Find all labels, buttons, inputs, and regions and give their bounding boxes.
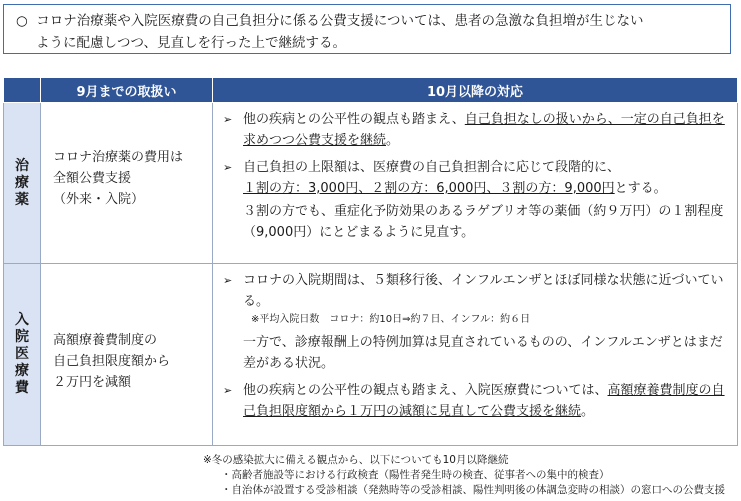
before-line: 自己負担限度額から xyxy=(53,354,171,369)
before-line: （外来・入院） xyxy=(53,192,145,207)
note: ※平均入院日数 コロナ：約10日⇒約７日、インフル：約６日 xyxy=(251,314,531,325)
underlined-text: 高額療養費制度の自己負担限度額から１万円の減額に見直して公費支援を継続 xyxy=(243,383,725,419)
before-line: ２万円を減額 xyxy=(53,375,132,390)
arrow-bullet-icon: ➢ xyxy=(223,161,233,174)
footer-line: ・自治体が設置する受診相談（発熱時等の受診相談、陽性判明後の体調急変時の相談）の窓口への公費支援 xyxy=(221,484,725,496)
text: 自己負担の上限額は、医療費の自己負担割合に応じて段階的に、 xyxy=(243,160,621,175)
text: とする。 xyxy=(614,181,667,196)
before-cell-treatment xyxy=(41,103,213,264)
before-line: 全額公費支援 xyxy=(53,171,132,186)
paragraph: 一方で、診療報酬上の特例加算は見直されているものの、インフルエンザとはまだ差がある状況。 xyxy=(243,335,723,371)
category-cell-hospital xyxy=(4,264,41,446)
footer-line: ※冬の感染拡大に備える観点から、以下についても10月以降継続 xyxy=(203,454,509,466)
text: 他の疾病との公平性の観点も踏まえ、 xyxy=(243,112,465,127)
intro-line-1 xyxy=(16,10,722,32)
category-label: 入院医療費 xyxy=(15,312,29,396)
bullet-item xyxy=(221,380,729,422)
text: 。 xyxy=(581,404,595,419)
bullet-item xyxy=(221,270,729,312)
intro-line-2: ように配慮しつつ、見直しを行った上で継続する。 xyxy=(36,35,346,51)
table-row xyxy=(4,264,738,446)
policy-table xyxy=(3,77,738,446)
circle-bullet-icon: ○ xyxy=(16,13,28,29)
footer-notes xyxy=(203,453,725,498)
underlined-text: １割の方：3,000円、２割の方：6,000円、３割の方：9,000円 xyxy=(243,181,615,196)
intro-text-1: コロナ治療薬や入院医療費の自己負担分に係る公費支援については、患者の急激な負担増が生じない xyxy=(36,13,644,29)
table-row xyxy=(4,103,738,264)
paragraph: ３割の方でも、重症化予防効果のあるラゲブリオ等の薬価（約９万円）の１割程度（9,000円）にとどまるように見直す。 xyxy=(243,204,724,240)
before-line: 高額療養費制度の xyxy=(53,333,158,348)
arrow-bullet-icon: ➢ xyxy=(223,274,233,287)
after-cell-hospital xyxy=(213,264,738,446)
footer-line: ・高齢者施設等における行政検査（陽性者発生時の検査、従事者への集中的検査） xyxy=(221,469,610,481)
text: 。 xyxy=(386,133,400,148)
before-cell-hospital xyxy=(41,264,213,446)
intro-box xyxy=(3,4,731,54)
underlined-text: 自己負担なしの扱いから、一定の自己負担を求めつつ公費支援を継続 xyxy=(243,112,725,148)
header-before: 9月までの取扱い xyxy=(41,78,213,103)
after-cell-treatment xyxy=(213,103,738,264)
header-after: 10月以降の対応 xyxy=(213,78,738,103)
bullet-item xyxy=(221,109,729,151)
category-label: 治療薬 xyxy=(15,157,29,208)
bullet-item xyxy=(221,157,729,199)
text: コロナの入院期間は、５類移行後、インフルエンザとほぼ同様な状態に近づいている。 xyxy=(243,273,724,309)
category-cell-treatment xyxy=(4,103,41,264)
table-header-row xyxy=(4,78,738,103)
header-blank xyxy=(4,78,41,103)
arrow-bullet-icon: ➢ xyxy=(223,113,233,126)
text: 他の疾病との公平性の観点も踏まえ、入院医療費については、 xyxy=(243,383,608,398)
arrow-bullet-icon: ➢ xyxy=(223,384,233,397)
before-line: コロナ治療薬の費用は xyxy=(53,150,184,165)
